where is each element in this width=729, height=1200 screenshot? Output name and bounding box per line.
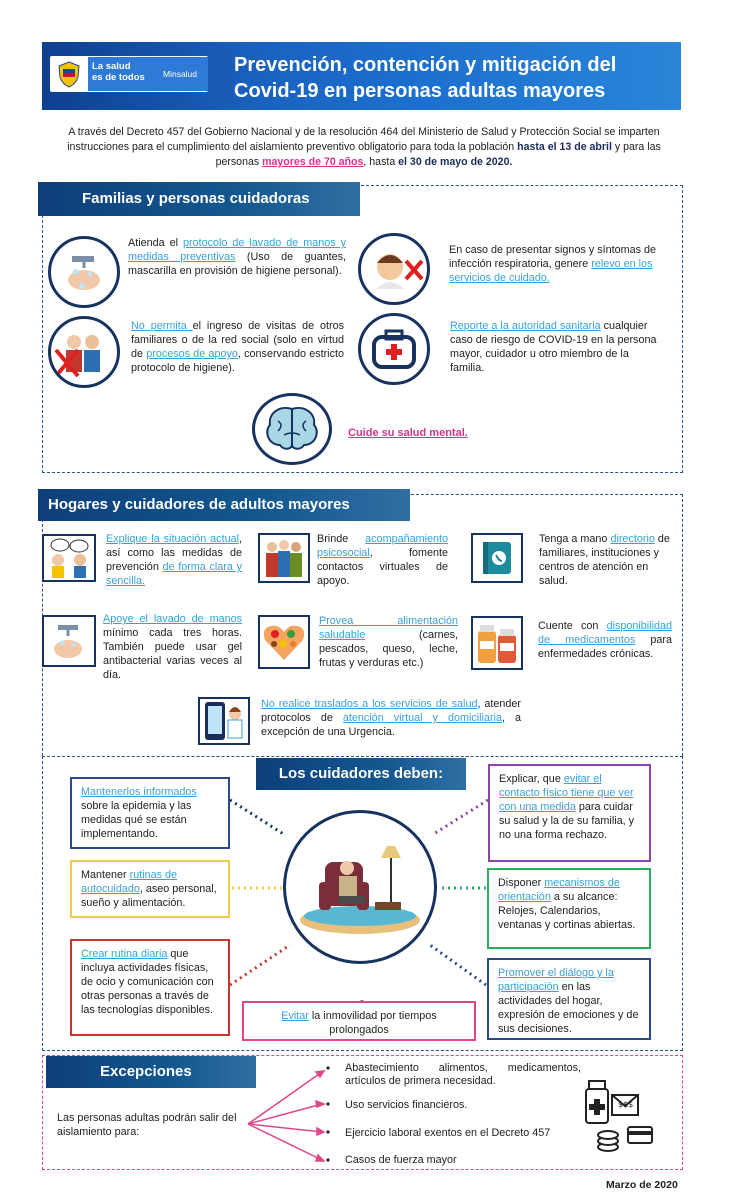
svg-text:$$$: $$$	[618, 1100, 634, 1109]
protocolo-link[interactable]: protocolo de lavado de manos y medidas preventivas	[128, 237, 346, 263]
reporte-link[interactable]: Reporte a la autoridad sanitaria	[450, 320, 601, 332]
traslados-link[interactable]: No realice traslados a los servicios de salud	[261, 698, 478, 710]
alimentacion-link[interactable]: Provea alimentación saludable	[319, 615, 458, 641]
cuidadores-box-3: Crear rutina diaria que incluya actividades físicas, de ocio y comunicación con otras personas a través de las tecnologías disponibles.	[70, 939, 230, 1036]
excepcion-item-2: Uso servicios financieros.	[345, 1099, 468, 1111]
cuidadores-box-1: Mantenerlos informados sobre la epidemia y las medidas qué se están implementando.	[70, 777, 230, 849]
explique-link[interactable]: Explique la situación actual	[106, 533, 239, 545]
medicamentos-link[interactable]: disponibilidad de medicamentos	[538, 620, 672, 646]
excepcion-item-4: Casos de fuerza mayor	[345, 1154, 457, 1166]
medicine-money-icon	[582, 1077, 660, 1161]
orientacion-link[interactable]: mecanismos de orientación	[498, 877, 620, 903]
logo-text: La salud es de todos	[92, 61, 145, 83]
evitar-link[interactable]: Evitar	[281, 1010, 309, 1022]
hogares-item-2: Brinde acompañamiento psicosocial, fomente contactos virtuales de apoyo.	[317, 533, 448, 587]
procesos-apoyo-link[interactable]: procesos de apoyo	[146, 348, 238, 360]
rutina-diaria-link[interactable]: Crear rutina diaria	[81, 948, 168, 960]
acompanamiento-link[interactable]: acompañamiento psicosocial	[317, 533, 448, 559]
cuidadores-title: Los cuidadores deben:	[256, 758, 466, 790]
cuidadores-box-6: Disponer mecanismos de orientación a su alcance: Relojes, Calendarios, ventanas y cortinas abiertas.	[487, 868, 651, 949]
intro-paragraph: A través del Decreto 457 del Gobierno Nacional y de la resolución 464 del Ministerio de Salud y Protección Social se imparten instrucciones para el cumplimiento del aislamiento preventivo obligatorio para toda la población hasta el 13 de abril y para las personas mayores de 70 años, hasta el 30 de mayo de 2020.	[67, 126, 661, 168]
familias-item-4: Reporte a la autoridad sanitaria cualquier caso de riesgo de COVID-19 en la persona mayor, cuidador u otro miembro de la familia.	[450, 320, 657, 374]
hogares-item-5: Provea alimentación saludable (carnes, pescados, queso, leche, frutas y verduras etc.)	[319, 615, 458, 669]
hogares-item-4: Apoye el lavado de manos mínimo cada tres horas. También puede usar gel antibacterial varias veces al día.	[103, 613, 242, 681]
familias-title: Familias y personas cuidadoras	[38, 182, 360, 216]
cuidadores-box-7: Promover el diálogo y la participación en las actividades del hogar, expresión de emociones y de sus decisiones.	[487, 958, 651, 1040]
logo-ministry: Minsalud	[163, 69, 198, 79]
cuidadores-box-4: Evitar la inmovilidad por tiempos prolongados	[242, 1001, 476, 1041]
hogares-item-3: Tenga a mano directorio de familiares, instituciones y centros de atención en salud.	[539, 533, 670, 587]
directorio-link[interactable]: directorio	[610, 533, 655, 545]
contacto-fisico-link[interactable]: evitar el contacto físico tiene que ver con una medida	[499, 773, 634, 813]
autocuidado-link[interactable]: rutinas de autocuidado	[81, 869, 178, 895]
hogares-title: Hogares y cuidadores de adultos mayores	[38, 489, 410, 521]
hogares-item-7: No realice traslados a los servicios de salud, atender protocolos de atención virtual y domiciliaria, a excepción de una Urgencia.	[261, 698, 521, 738]
salud-mental-link[interactable]: Cuide su salud mental.	[348, 427, 468, 439]
lavado-manos-link[interactable]: Apoye el lavado de manos	[103, 613, 242, 625]
familias-item-2: En caso de presentar signos y síntomas de infección respiratoria, genere relevo en los servicios de cuidado.	[449, 244, 657, 284]
page-title: Prevención, contención y mitigación del Covid-19 en personas adultas mayores	[234, 54, 617, 102]
excepcion-item-3: Ejercicio laboral exentos en el Decreto 457	[345, 1127, 551, 1139]
hogares-item-1: Explique la situación actual, así como las medidas de prevención de forma clara y sencilla.	[106, 533, 242, 587]
footer-date: Marzo de 2020	[606, 1179, 678, 1191]
familias-item-1: Atienda el protocolo de lavado de manos y medidas preventivas (Uso de guantes, mascarilla en provisión de higiene personal).	[128, 237, 346, 277]
dialogo-link[interactable]: Promover el diálogo y la participación	[498, 967, 614, 993]
informados-link[interactable]: Mantenerlos informados	[81, 786, 197, 798]
relevo-link[interactable]: relevo en los servicios de cuidado.	[449, 258, 653, 284]
cuidadores-box-5: Explicar, que evitar el contacto físico tiene que ver con una medida para cuidar su salud y la de su familia, y no una forma rechazo.	[488, 764, 651, 862]
no-permita-link[interactable]: No permita	[131, 320, 193, 332]
familias-item-3: No permita el ingreso de visitas de otros familiares o de la red social (solo en virtud de procesos de apoyo, conservando estricto protocolo de higiene).	[131, 320, 344, 374]
excepciones-lead: Las personas adultas podrán salir del aislamiento para:	[57, 1112, 237, 1138]
hogares-item-6: Cuente con disponibilidad de medicamentos para enfermedades crónicas.	[538, 620, 672, 660]
forma-clara-link[interactable]: de forma clara y sencilla.	[106, 561, 242, 587]
atencion-virtual-link[interactable]: atención virtual y domiciliaria	[342, 712, 502, 724]
cuidadores-box-2: Mantener rutinas de autocuidado, aseo personal, sueño y alimentación.	[70, 860, 230, 918]
excepciones-title: Excepciones	[46, 1056, 256, 1088]
excepcion-item-1: Abastecimiento alimentos, medicamentos, artículos de primera necesidad.	[345, 1062, 581, 1087]
